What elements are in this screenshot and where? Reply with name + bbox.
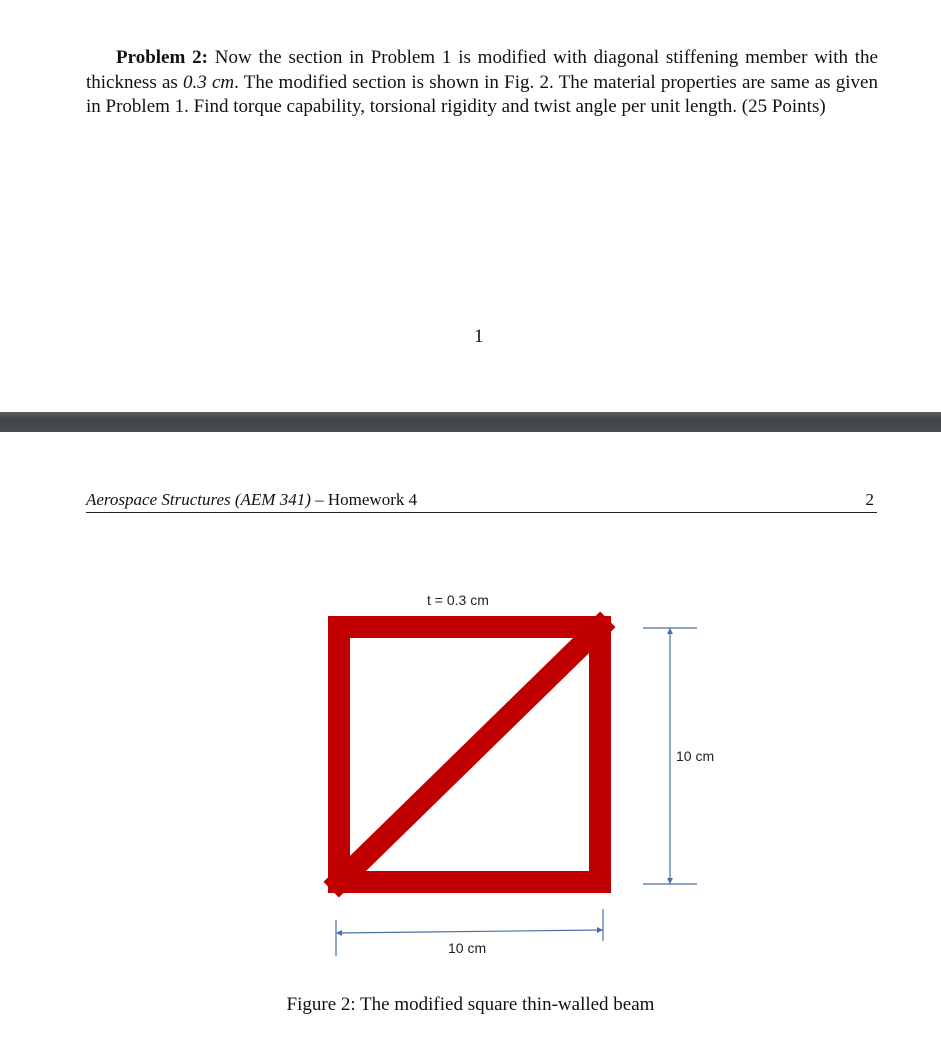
height-label: 10 cm <box>676 748 715 764</box>
height-arrow-top <box>667 628 673 634</box>
header-homework: Homework 4 <box>327 490 418 509</box>
problem-text-a: Now the section in Problem 1 is modified with diagonal stiffening member with the thickness as <box>86 47 878 93</box>
problem-label: Problem 2: <box>116 47 208 68</box>
width-arrow-left <box>336 930 342 936</box>
diagonal-stiffener <box>339 627 600 882</box>
height-arrow-bottom <box>667 878 673 884</box>
problem-text-b: . The modified section is shown in Fig. 2. The material properties are same as given in Problem 1. Find torque capability, torsional rigidity and twist angle per unit length. (25 Points) <box>86 71 878 117</box>
dimension-lines <box>336 628 697 956</box>
header-course: Aerospace Structures (AEM 341) <box>86 490 311 509</box>
page-number-2: 2 <box>865 490 874 509</box>
thickness-value: 0.3 cm <box>183 71 235 93</box>
page-number-1: 1 <box>474 326 484 347</box>
width-label: 10 cm <box>448 940 487 956</box>
width-arrow-right <box>597 927 603 933</box>
width-dimension-line <box>336 930 603 933</box>
figure-caption: Figure 2: The modified square thin-walled beam <box>286 994 655 1015</box>
thickness-label: t = 0.3 cm <box>427 592 489 608</box>
section-members <box>339 627 600 882</box>
header-separator: – <box>310 490 328 509</box>
